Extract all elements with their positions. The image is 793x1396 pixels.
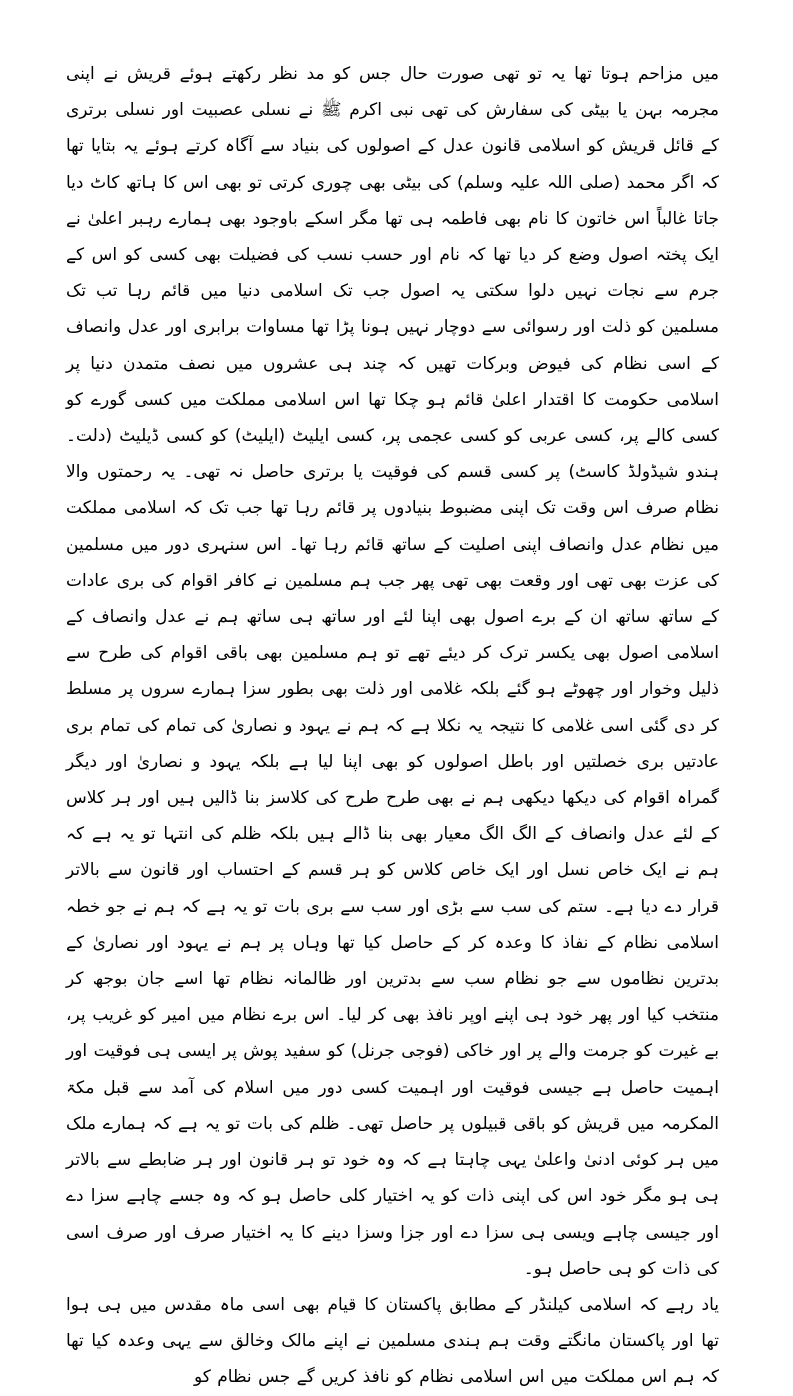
paragraph-1: میں مزاحم ہوتا تھا یہ تو تھی صورت حال جس کو مد نظر رکھتے ہوئے قریش نے اپنی مجرمہ بہن یا بیٹی کی سفارش کی تھی نبی اکرم ﷺ نے نسلی عصبیت اور نسلی برتری کے قائل قریش کو اسلامی قانون عدل کے اصولوں کی بنیاد سے آگاہ کرتے ہوئے یہ بتایا تھا کہ اگر محمد (صلی اللہ علیہ وسلم) کی بیٹی بھی چوری کرتی تو بھی اس کا ہاتھ کاٹ دیا جاتا غالباً اس خاتون کا نام بھی فاطمہ ہی تھا مگر اسکے باوجود بھی ہمارے رہبر اعلیٰ نے ایک پختہ اصول وضع کر دیا تھا کہ نام اور حسب نسب کی فضیلت بھی کسی کو اس کے جرم سے نجات نہیں دلوا سکتی یہ اصول جب تک اسلامی دنیا میں قائم رہا تب تک مسلمین کو ذلت اور رسوائی سے دوچار نہیں ہونا پڑا تھا مساوات برابری اور عدل وانصاف کے اسی نظام کی فیوض وبرکات تھیں کہ چند ہی عشروں میں نصف متمدن دنیا پر اسلامی حکومت کا اقتدار اعلیٰ قائم ہو چکا تھا اس اسلامی مملکت میں کسی گورے کو کسی کالے پر، کسی عربی کو کسی عجمی پر، کسی ایلیٹ (ایلیٹ) کو کسی ڈیلیٹ (دلت۔ہندو شیڈولڈ کاسٹ) پر کسی قسم کی فوقیت یا برتری حاصل نہ تھی۔ یہ رحمتوں والا نظام صرف اس وقت تک اپنی مضبوط بنیادوں پر قائم رہا تھا جب تک کہ اسلامی مملکت میں نظام عدل وانصاف اپنی اصلیت کے ساتھ قائم رہا تھا۔ اس سنہری دور میں مسلمین کی عزت بھی تھی اور وقعت بھی تھی پھر جب ہم مسلمین نے کافر اقوام کی بری عادات کے ساتھ ساتھ ان کے برے اصول بھی اپنا لئے اور ساتھ ہی ساتھ ہم نے عدل وانصاف کے اسلامی اصول بھی یکسر ترک کر دیئے تھے تو ہم مسلمین بھی باقی اقوام کی طرح سے ذلیل وخوار اور چھوٹے ہو گئے بلکہ غلامی اور ذلت بھی بطور سزا ہمارے سروں پر مسلط کر دی گئی اسی غلامی کا نتیجہ یہ نکلا ہے کہ ہم نے یہود و نصاریٰ کی تمام کی تمام بری عادتیں بری خصلتیں اور باطل اصولوں کو بھی اپنا لیا ہے بلکہ یہود و نصاریٰ اور دیگر گمراہ اقوام کی دیکھا دیکھی ہم نے بھی طرح طرح کی کلاسز بنا ڈالیں ہیں اور ہر کلاس کے لئے عدل وانصاف کے الگ الگ معیار بھی بنا ڈالے ہیں بلکہ ظلم کی انتہا تو یہ ہے کہ ہم نے ایک خاص نسل اور ایک خاص کلاس کو ہر قسم کے احتساب اور قانون سے بالاتر قرار دے دیا ہے۔ ستم کی سب سے بڑی اور سب سے بری بات تو یہ ہے کہ ہم نے جو خطہ اسلامی نظام کے نفاذ کا وعدہ کر کے حاصل کیا تھا وہاں پر ہم نے یہود اور نصاریٰ کے بدترین نظاموں سے جو نظام سب سے بدترین اور ظالمانہ نظام تھا اسے جان بوجھ کر منتخب کیا اور پھر خود ہی اپنے اوپر نافذ بھی کر لیا۔ اس برے نظام میں امیر کو غریب پر، بے غیرت کو جرمت والے پر اور خاکی (فوجی جرنل) کو سفید پوش پر ایسی ہی فوقیت اور اہمیت حاصل ہے جیسی فوقیت اور اہمیت کسی دور میں اسلام کی آمد سے قبل مکۃ المکرمہ میں قریش کو باقی قبیلوں پر حاصل تھی۔ ظلم کی بات تو یہ ہے کہ ہمارے ملک میں ہر کوئی ادنیٰ واعلیٰ یہی چاہتا ہے کہ وہ خود تو ہر قانون اور ہر ضابطے سے بالاتر ہی ہو مگر خود اس کی اپنی ذات کو یہ اختیار کلی حاصل ہو کہ وہ جسے چاہے سزا دے اور جیسی چاہے ویسی ہی سزا دے اور جزا وسزا دینے کا یہ اختیار صرف اور صرف اسی کی ذات کو ہی حاصل ہو۔: [66, 64, 720, 1279]
article-body: [66, 56, 719, 1396]
paragraph-2: یاد رہے کہ اسلامی کیلنڈر کے مطابق پاکستان کا قیام بھی اسی ماہ مقدس میں ہی ہوا تھا اور پاکستان مانگتے وقت ہم ہندی مسلمین نے اپنے مالک وخالق سے یہی وعدہ کیا تھا کہ ہم اس مملکت میں اس اسلامی نظام کو نافذ کریں گے جس نظام کو: [66, 1294, 719, 1388]
